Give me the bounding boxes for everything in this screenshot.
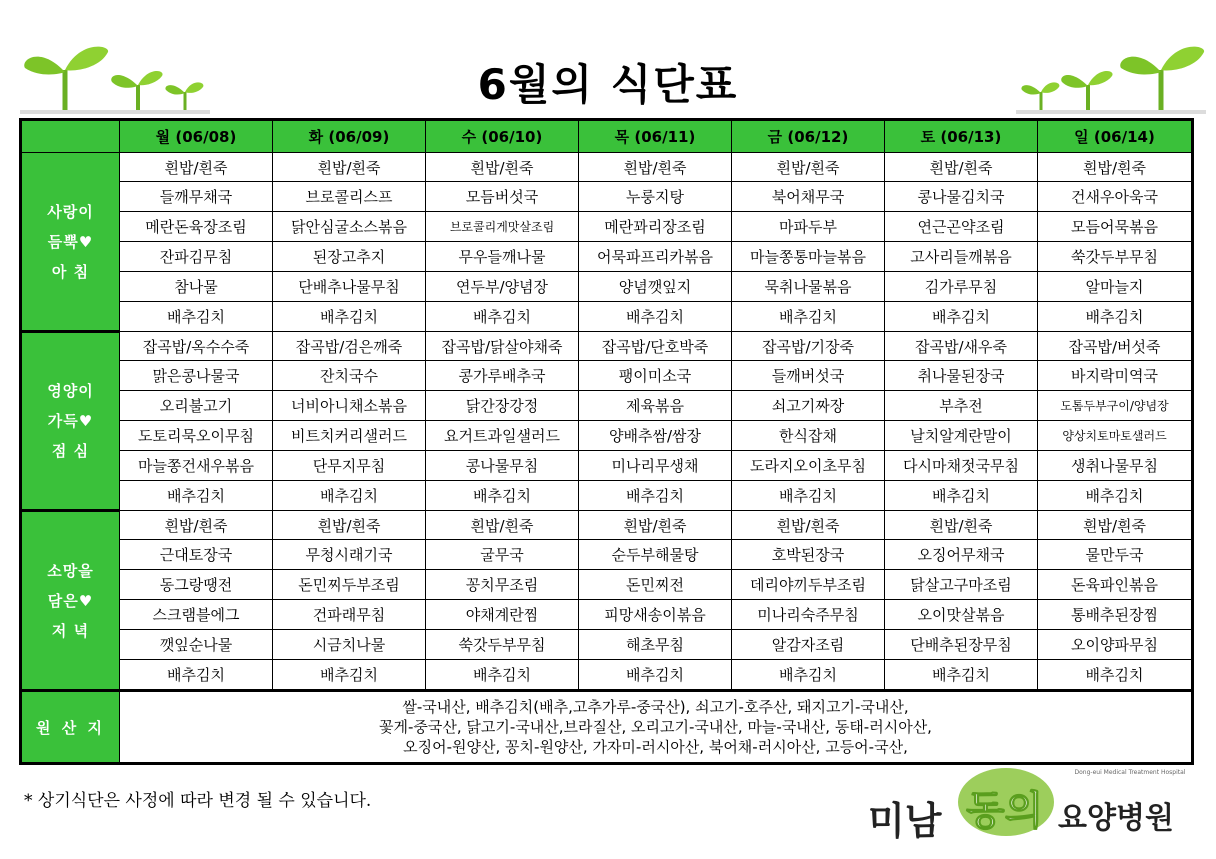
dish-cell: 닭간장강정 [426,391,579,421]
dish-cell: 오리불고기 [120,391,273,421]
dish-cell: 연근곤약조림 [885,212,1038,242]
dish-cell: 모듬버섯국 [426,182,579,212]
dish-cell: 야채계란찜 [426,600,579,630]
origin-line: 쌀-국내산, 배추김치(배추,고추가루-중국산), 쇠고기-호주산, 돼지고기-국내산, [402,698,909,716]
dish-cell: 알마늘지 [1038,272,1193,302]
dish-cell: 누룽지탕 [579,182,732,212]
dish-cell: 오이맛살볶음 [885,600,1038,630]
dish-cell: 비트치커리샐러드 [273,421,426,451]
dish-cell: 단배추된장무침 [885,630,1038,660]
dish-cell: 배추김치 [579,302,732,332]
staple-cell: 흰밥/흰죽 [579,511,732,540]
dish-cell: 배추김치 [120,660,273,691]
day-header-row [21,120,1193,153]
hospital-logo [868,762,1188,852]
dish-cell: 한식잡채 [732,421,885,451]
dish-cell: 호박된장국 [732,540,885,570]
dish-cell: 된장고추지 [273,242,426,272]
staple-cell: 흰밥/흰죽 [426,153,579,182]
origin-line: 오징어-원양산, 꽁치-원양산, 가자미-러시아산, 북어채-러시아산, 고등어-국산, [403,738,908,756]
dish-cell: 배추김치 [579,660,732,691]
staple-cell: 흰밥/흰죽 [732,511,885,540]
dish-cell: 제육볶음 [579,391,732,421]
staple-cell: 흰밥/흰죽 [273,511,426,540]
origin-text [120,691,1193,764]
dish-cell: 배추김치 [732,660,885,691]
dish-cell: 배추김치 [426,660,579,691]
staple-cell: 흰밥/흰죽 [885,511,1038,540]
dish-cell: 피망새송이볶음 [579,600,732,630]
breakfast-dish-row [21,302,1193,332]
meal-label-line: 사랑이 [47,202,94,221]
dinner-staple-row [21,511,1193,540]
dish-cell: 배추김치 [885,481,1038,511]
dish-cell: 배추김치 [273,660,426,691]
corner-cell [21,120,120,153]
dish-cell: 마늘쫑통마늘볶음 [732,242,885,272]
logo-text-mid: 동의 [966,788,1044,834]
lunch-staple-row [21,332,1193,361]
dinner-dish-row [21,600,1193,630]
day-header: 일 (06/14) [1038,120,1193,153]
dish-cell: 다시마채젓국무침 [885,451,1038,481]
breakfast-staple-row [21,153,1193,182]
staple-cell: 잡곡밥/새우죽 [885,332,1038,361]
dish-cell: 참나물 [120,272,273,302]
dish-cell: 김가루무침 [885,272,1038,302]
staple-cell: 흰밥/흰죽 [1038,153,1193,182]
dish-cell: 양상치토마토샐러드 [1038,421,1193,451]
dish-cell: 배추김치 [120,302,273,332]
page-title: 6월의 식단표 [477,60,739,109]
dish-cell: 도토리묵오이무침 [120,421,273,451]
logo-tagline: Dong-eui Medical Treatment Hospital [1074,769,1186,776]
dish-cell: 배추김치 [1038,302,1193,332]
dish-cell: 통배추된장찜 [1038,600,1193,630]
dish-cell: 묵취나물볶음 [732,272,885,302]
dish-cell: 미나리무생채 [579,451,732,481]
staple-cell: 잡곡밥/검은깨죽 [273,332,426,361]
dish-cell: 배추김치 [120,481,273,511]
dish-cell: 콩나물김치국 [885,182,1038,212]
breakfast-label [21,153,120,332]
dish-cell: 시금치나물 [273,630,426,660]
dish-cell: 미나리숙주무침 [732,600,885,630]
dish-cell: 콩가루배추국 [426,361,579,391]
breakfast-dish-row [21,182,1193,212]
dish-cell: 마파두부 [732,212,885,242]
dish-cell: 맑은콩나물국 [120,361,273,391]
dish-cell: 알감자조림 [732,630,885,660]
staple-cell: 흰밥/흰죽 [732,153,885,182]
dinner-dish-row [21,630,1193,660]
staple-cell: 흰밥/흰죽 [120,153,273,182]
staple-cell: 흰밥/흰죽 [579,153,732,182]
dish-cell: 들깨버섯국 [732,361,885,391]
dish-cell: 도톰두부구이/양념장 [1038,391,1193,421]
breakfast-dish-row [21,272,1193,302]
day-header: 금 (06/12) [732,120,885,153]
dish-cell: 너비아니채소볶음 [273,391,426,421]
meal-label-line: 담은♥ [47,591,94,610]
dish-cell: 모듬어묵볶음 [1038,212,1193,242]
dish-cell: 잔파김무침 [120,242,273,272]
dish-cell: 닭안심굴소스볶음 [273,212,426,242]
dish-cell: 바지락미역국 [1038,361,1193,391]
dish-cell: 물만두국 [1038,540,1193,570]
dish-cell: 배추김치 [732,481,885,511]
dish-cell: 배추김치 [885,302,1038,332]
dish-cell: 브로콜리게맛살조림 [426,212,579,242]
dish-cell: 무우들깨나물 [426,242,579,272]
dish-cell: 쑥갓두부무침 [1038,242,1193,272]
day-header: 수 (06/10) [426,120,579,153]
origin-line: 꽃게-중국산, 닭고기-국내산,브라질산, 오리고기-국내산, 마늘-국내산, 동태-러시아산, [379,718,932,736]
dish-cell: 굴무국 [426,540,579,570]
dish-cell: 단배추나물무침 [273,272,426,302]
meal-label-line: 저 녁 [51,621,90,640]
day-header: 토 (06/13) [885,120,1038,153]
dish-cell: 양배추쌈/쌈장 [579,421,732,451]
dish-cell: 배추김치 [885,660,1038,691]
staple-cell: 잡곡밥/닭살야채죽 [426,332,579,361]
dish-cell: 마늘쫑건새우볶음 [120,451,273,481]
origin-label: 원 산 지 [21,691,120,764]
meal-label-line: 영양이 [47,382,94,400]
dish-cell: 오이양파무침 [1038,630,1193,660]
staple-cell: 흰밥/흰죽 [885,153,1038,182]
dish-cell: 돈민찌두부조림 [273,570,426,600]
dish-cell: 순두부해물탕 [579,540,732,570]
dish-cell: 메란돈육장조림 [120,212,273,242]
dish-cell: 잔치국수 [273,361,426,391]
meal-label-line: 점 심 [51,442,90,460]
dish-cell: 배추김치 [426,481,579,511]
dinner-dish-row [21,540,1193,570]
origin-row [21,691,1193,764]
meal-label-line: 듬뿍♥ [47,232,94,251]
staple-cell: 잡곡밥/기장죽 [732,332,885,361]
meal-label-line: 아 침 [51,262,90,281]
dish-cell: 쇠고기짜장 [732,391,885,421]
menu-table [19,118,1194,765]
dinner-dish-row [21,570,1193,600]
staple-cell: 잡곡밥/옥수수죽 [120,332,273,361]
staple-cell: 흰밥/흰죽 [273,153,426,182]
dish-cell: 동그랑땡전 [120,570,273,600]
dish-cell: 도라지오이초무침 [732,451,885,481]
dish-cell: 쑥갓두부무침 [426,630,579,660]
day-header: 월 (06/08) [120,120,273,153]
lunch-dish-row [21,361,1193,391]
dish-cell: 배추김치 [732,302,885,332]
dish-cell: 건새우아욱국 [1038,182,1193,212]
dinner-label [21,511,120,691]
dish-cell: 배추김치 [426,302,579,332]
day-header: 목 (06/11) [579,120,732,153]
lunch-dish-row [21,391,1193,421]
staple-cell: 흰밥/흰죽 [1038,511,1193,540]
dish-cell: 배추김치 [273,481,426,511]
dish-cell: 오징어무채국 [885,540,1038,570]
dish-cell: 데리야끼두부조림 [732,570,885,600]
dish-cell: 날치알계란말이 [885,421,1038,451]
dish-cell: 단무지무침 [273,451,426,481]
dinner-dish-row [21,660,1193,691]
dish-cell: 무청시래기국 [273,540,426,570]
dish-cell: 고사리들깨볶음 [885,242,1038,272]
lunch-dish-row [21,451,1193,481]
meal-label-line: 소망을 [47,561,94,580]
dish-cell: 배추김치 [1038,481,1193,511]
dish-cell: 브로콜리스프 [273,182,426,212]
dish-cell: 깻잎순나물 [120,630,273,660]
logo-text-right: 요양병원 [1058,801,1174,836]
dish-cell: 해초무침 [579,630,732,660]
lunch-label [21,332,120,511]
dish-cell: 취나물된장국 [885,361,1038,391]
breakfast-dish-row [21,242,1193,272]
logo-text-left: 미남 [868,799,942,843]
dish-cell: 닭살고구마조림 [885,570,1038,600]
dish-cell: 들깨무채국 [120,182,273,212]
staple-cell: 흰밥/흰죽 [120,511,273,540]
lunch-dish-row [21,421,1193,451]
dish-cell: 근대토장국 [120,540,273,570]
dish-cell: 건파래무침 [273,600,426,630]
dish-cell: 돈민찌전 [579,570,732,600]
staple-cell: 잡곡밥/버섯죽 [1038,332,1193,361]
breakfast-dish-row [21,212,1193,242]
dish-cell: 팽이미소국 [579,361,732,391]
footnote: * 상기식단은 사정에 따라 변경 될 수 있습니다. [24,791,372,811]
dish-cell: 메란꽈리장조림 [579,212,732,242]
staple-cell: 잡곡밥/단호박죽 [579,332,732,361]
meal-label-line: 가득♥ [47,412,94,430]
dish-cell: 배추김치 [579,481,732,511]
dish-cell: 어묵파프리카볶음 [579,242,732,272]
dish-cell: 콩나물무침 [426,451,579,481]
day-header: 화 (06/09) [273,120,426,153]
dish-cell: 꽁치무조림 [426,570,579,600]
dish-cell: 북어채무국 [732,182,885,212]
dish-cell: 배추김치 [1038,660,1193,691]
dish-cell: 스크램블에그 [120,600,273,630]
dish-cell: 연두부/양념장 [426,272,579,302]
dish-cell: 생취나물무침 [1038,451,1193,481]
dish-cell: 양념깻잎지 [579,272,732,302]
dish-cell: 돈육파인볶음 [1038,570,1193,600]
lunch-dish-row [21,481,1193,511]
dish-cell: 요거트과일샐러드 [426,421,579,451]
dish-cell: 부추전 [885,391,1038,421]
dish-cell: 배추김치 [273,302,426,332]
staple-cell: 흰밥/흰죽 [426,511,579,540]
